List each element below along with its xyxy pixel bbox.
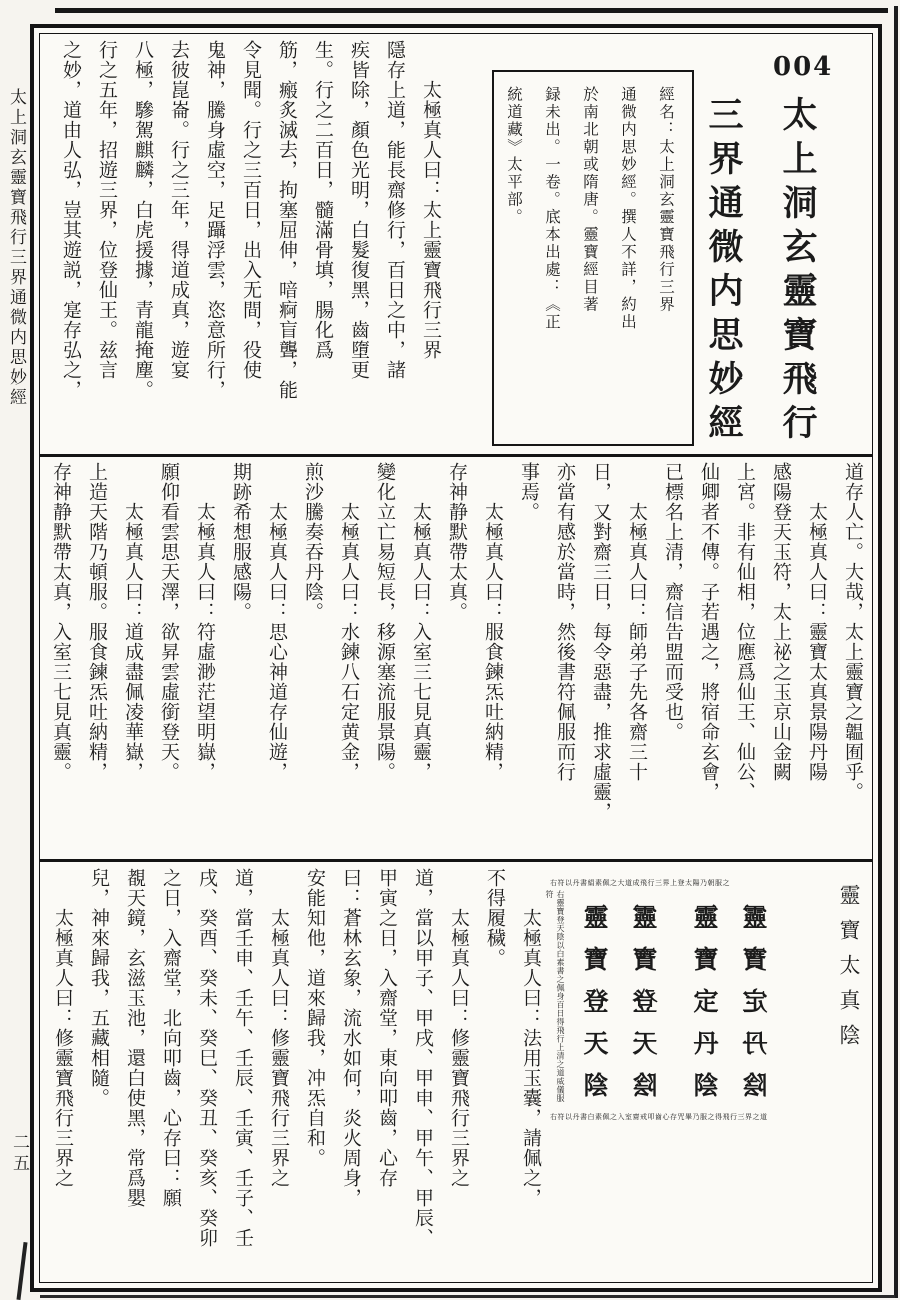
body-text-top [44, 40, 448, 448]
text-column: 甲寅之日，入齋堂，東向叩齒，心存 [376, 868, 397, 1188]
talisman-bottom-annotation: 右符以丹書白素佩之入室齋戒叩齒心存咒畢乃服之得飛行三界之道 [550, 1113, 768, 1121]
text-column: 事焉。 [518, 462, 539, 522]
running-title: 太上洞玄靈寶飛行三界通微内思妙經 [7, 88, 26, 408]
text-column: 煎沙騰奏吞丹陰。 [302, 462, 323, 622]
text-column: 太極真人曰：修靈寶飛行三界之 [52, 908, 73, 1188]
text-column: 太極真人曰：修靈寶飛行三界之 [268, 908, 289, 1188]
text-column: 統道藏》太平部。 [505, 86, 522, 226]
body-text-bottom [42, 868, 548, 1276]
register-bottom [40, 862, 872, 1282]
text-column: 存神静默帶太真。 [446, 462, 467, 622]
text-column: 兒，神來歸我，五藏相隨。 [88, 868, 109, 1108]
text-column: 安能知他，道來歸我，冲炁自和。 [304, 868, 325, 1168]
text-column: 太極真人曰：靈寶太真景陽丹陽 [806, 502, 827, 782]
text-column: 感陽登天玉符，太上祕之玉京山金闕 [770, 462, 791, 782]
scan-corner-shadow [16, 1242, 27, 1300]
text-column: 去彼崑崙。行之三年，得道成真，遊宴 [168, 40, 189, 380]
register-top [40, 34, 872, 454]
text-column: 行之五年，招遊三界，位登仙王。兹言 [96, 40, 117, 380]
text-column: 願仰看雲思天澤，欲昇雲虛銜登天。 [158, 462, 179, 782]
text-column: 太極真人曰：入室三七見真靈， [410, 502, 431, 782]
text-column: 之日，入齋堂，北向叩齒，心存曰：願 [160, 868, 181, 1208]
scan-edge-right-line [894, 6, 898, 1298]
text-column: 道，當壬申、壬午、壬辰、壬寅、壬子、壬 [232, 868, 253, 1248]
colophon-text [502, 86, 684, 434]
text-column: 亦當有感於當時，然後書符佩服而行 [554, 462, 575, 782]
text-column: 令見聞。行之三百日，出入无間，役使 [240, 40, 261, 380]
text-column: 經名：太上洞玄靈寶飛行三界 [657, 86, 674, 314]
text-column: 變化立亡易短長，移源塞流服景陽。 [374, 462, 395, 782]
text-column: 太極真人曰：水鍊八石定黄金， [338, 502, 359, 782]
register-middle [40, 457, 872, 859]
main-title-line1: 太上洞玄靈寶飛行 [778, 96, 817, 448]
text-column: 太極真人曰：思心神道存仙遊， [266, 502, 287, 782]
text-column: 日，又對齋三日，每令惡盡，推求虛靈， [590, 462, 611, 822]
talisman-header-column: 靈寶太真陰 [837, 884, 861, 1059]
text-column: 録未出。一卷。底本出處：《正 [543, 86, 560, 331]
text-column: 道，當以甲子、甲戌、甲申、甲午、甲辰、 [412, 868, 433, 1248]
text-column: 不得履穢。 [484, 868, 505, 968]
text-column: 八極，驂駕麒麟，白虎援據，青龍掩塵。 [132, 40, 153, 400]
text-column: 之妙，道由人弘，豈其遊説，寔存弘之， [60, 40, 81, 400]
text-column: 曰：蒼林玄象，流水如何，炎火周身， [340, 868, 361, 1208]
scan-edge-bottom-line [40, 1295, 895, 1298]
page-frame [30, 24, 882, 1292]
colophon-box [492, 70, 694, 446]
text-column: 太極真人曰：服食鍊炁吐納精， [482, 502, 503, 782]
text-column: 太極真人曰：法用玉囊，請佩之， [520, 908, 541, 1208]
folio-number: 二五 [10, 1133, 29, 1175]
body-text-middle [42, 462, 870, 854]
talisman-block [544, 878, 806, 1122]
main-title-line2: 三界通微内思妙經 [704, 96, 743, 448]
talisman-column: 靈寶定丹陰 [690, 904, 717, 1114]
scan-edge-top-line [55, 8, 888, 13]
talisman-column-mirrored: 靈寶定丹陰 [744, 904, 771, 1114]
volume-code: 004 [773, 52, 834, 82]
text-column: 於南北朝或隋唐。靈寶經目著 [581, 86, 598, 314]
text-column: 戌、癸酉、癸未、癸巳、癸丑、癸亥、癸卯 [196, 868, 217, 1248]
text-column: 期跡希想服感陽。 [230, 462, 251, 622]
text-column: 太極真人曰：修靈寶飛行三界之 [448, 908, 469, 1188]
text-column: 太極真人曰：道成盡佩凌華嶽， [122, 502, 143, 782]
text-column: 隱存上道，能長齋修行，百日之中，諸 [384, 40, 405, 380]
page-inner-frame [39, 33, 873, 1283]
text-column: 通微内思妙經。撰人不詳，約出 [619, 86, 636, 331]
text-column: 疾皆除，顏色光明，白髮復黑，齒墮更 [348, 40, 369, 380]
text-column: 道存人亡。大哉，太上靈寶之韞囿乎。 [842, 462, 863, 802]
text-column: 鬼神，騰身虛空，足躡浮雲，恣意所行， [204, 40, 225, 400]
text-column: 太極真人曰：太上靈寶飛行三界 [420, 80, 441, 360]
talisman-top-annotation: 右符以丹書絹素佩之大道成飛行三界上登太陽乃朝服之 [550, 879, 730, 887]
text-column: 上宮。非有仙相，位應爲仙王、仙公、 [734, 462, 755, 802]
text-column: 已標名上清，齋信告盟而受也。 [662, 462, 683, 742]
talisman-column-mirrored: 靈寶登天陰 [634, 904, 661, 1114]
text-column: 生。行之二百日，髓滿骨填，腸化爲 [312, 40, 333, 360]
talisman-left-annotation: 右靈寶登天陰以白素書之佩身百日得飛行上清之道威儀服符 [545, 890, 565, 1103]
text-column: 筋，瘢炙滅去，拘塞屈伸，喑痾盲聾，能 [276, 40, 297, 400]
text-column: 太極真人曰：符虛渺茫望明嶽， [194, 502, 215, 782]
text-column: 覩天鏡，玄滋玉池，還白使黑，常爲嬰 [124, 868, 145, 1208]
text-column: 存神静默帶太真，入室三七見真靈。 [50, 462, 71, 782]
talisman-column: 靈寶登天陰 [580, 904, 607, 1114]
text-column: 仙卿者不傳。子若遇之，將宿命玄會， [698, 462, 719, 802]
text-column: 上造天階乃頓服。服食鍊炁吐納精， [86, 462, 107, 782]
text-column: 太極真人曰：師弟子先各齋三十 [626, 502, 647, 782]
